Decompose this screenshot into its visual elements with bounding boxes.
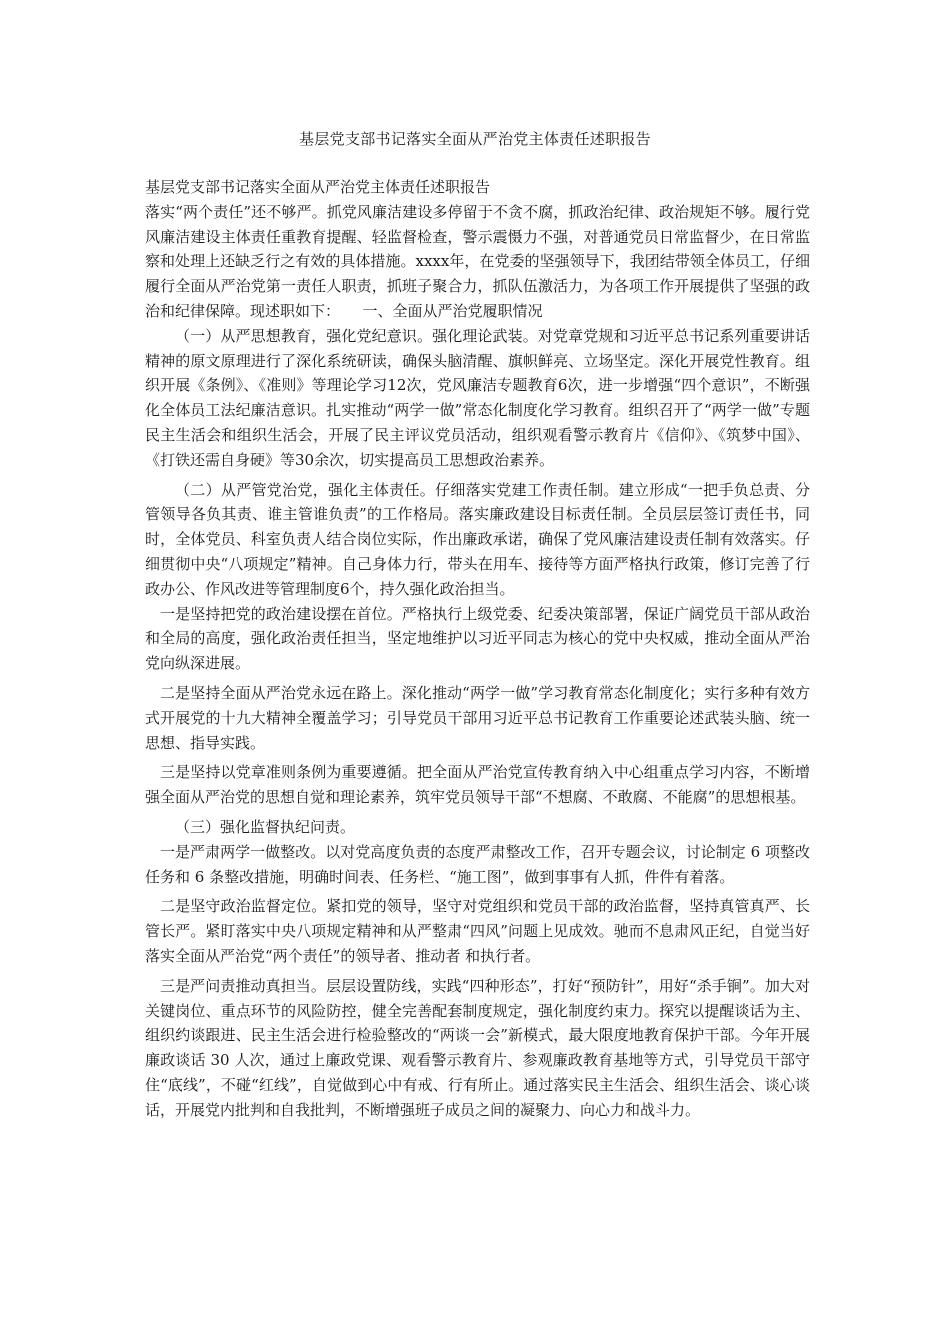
paragraph-supervision-1: 一是严肃两学一做整改。以对党高度负责的态度严肃整改工作，召开专题会议，讨论制定 6 项整改任务和 6 条整改措施，明确时间表、任务栏、“施工图”，做到事事有人抓，件件有着落。 xyxy=(145,842,810,886)
paragraph-point-1: 一是坚持把党的政治建设摆在首位。严格执行上级党委、纪委决策部署，保证广阔党员干部从政治和全局的高度，强化政治责任担当，坚定地维护以习近平同志为核心的党中央权威，推动全面从严治党向纵深进展。 xyxy=(145,604,810,673)
paragraph-supervision-2: 二是坚守政治监督定位。紧扣党的领导，坚守对党组织和党员干部的政治监督，坚持真管真严、长管长严。紧盯落实中央八项规定精神和从严整肃“四风”问题上见成效。驰而不息肃风正纪，自觉当好落实全面从严治党“两个责任”的领导者、推动者 和执行者。 xyxy=(145,897,810,965)
paragraph-point-2: 二是坚持全面从严治党永远在路上。深化推动“两学一做”学习教育常态化制度化；实行多种有效方式开展党的十九大精神全覆盖学习；引导党员干部用习近平总书记教育工作重要论述武装头脑、统一思想、指导实践。 xyxy=(145,683,810,752)
paragraph-intro: 落实“两个责任”还不够严。抓党风廉洁建设多停留于不贪不腐，抓政治纪律、政治规矩不够。履行党风廉洁建设主体责任重教育提醒、轻监督检查，警示震慑力不强，对普通党员日常监督少，在日常监察和处理上还缺乏行之有效的具体措施。xxxx年，在党委的坚强领导下，我团结带领全体员工，仔细履行全面从严治党第一责任人职责，抓班子聚合力，抓队伍激活力，为各项工作开展提供了坚强的政治和纪律保障。现述职如下： 一、全面从严治党履职情况 xyxy=(145,202,810,320)
paragraph-section-1: （一）从严思想教育，强化党纪意识。强化理论武装。对党章党规和习近平总书记系列重要讲话精神的原文原理进行了深化系统研读，确保头脑清醒、旗帜鲜亮、立场坚定。深化开展党性教育。组织开展《条例》、《准则》等理论学习12次，党风廉洁专题教育6次，进一步增强“四个意识”，不断强化全体员工法纪廉洁意识。扎实推动“两学一做”常态化制度化学习教育。组织召开了“两学一做”专题民主生活会和组织生活会，开展了民主评议党员活动，组织观看警示教育片《信仰》、《筑梦中国》、《打铁还需自身硬》等30余次，切实提高员工思想政治素养。 xyxy=(145,326,810,469)
document-subtitle: 基层党支部书记落实全面从严治党主体责任述职报告 xyxy=(145,178,491,196)
paragraph-section-2: （二）从严管党治党，强化主体责任。仔细落实党建工作责任制。建立形成“一把手负总责、分管领导各负其责、谁主管谁负责”的工作格局。落实廉政建设目标责任制。全员层层签订责任书，同时，全体党员、科室负责人结合岗位实际，作出廉政承诺，确保了党风廉洁建设责任制有效落实。仔细贯彻中央“八项规定”精神。自己身体力行，带头在用车、接待等方面严格执行政策，修订完善了行政办公、作风改进等管理制度6个，持久强化政治担当。 xyxy=(145,480,810,598)
paragraph-supervision-3: 三是严问责推动真担当。层层设置防线，实践“四种形态”，打好“预防针”，用好“杀手锏”。加大对关键岗位、重点环节的风险防控，健全完善配套制度规定，强化制度约束力。探究以提醒谈话为主、组织约谈跟进、民主生活会进行检验整改的“两谈一会”新模式，最大限度地教育保护干部。今年开展廉政谈话 30 人次，通过上廉政党课、观看警示教育片、参观廉政教育基地等方式，引导党员干部守住“底线”，不碰“红线”，自觉做到心中有戒、行有所止。通过落实民主生活会、组织生活会、谈心谈话，开展党内批判和自我批判，不断增强班子成员之间的凝聚力、向心力和战斗力。 xyxy=(145,976,810,1119)
paragraph-section-3-heading: （三）强化监督执纪问责。 xyxy=(175,817,356,836)
document-title: 基层党支部书记落实全面从严治党主体责任述职报告 xyxy=(299,130,651,148)
document-body xyxy=(145,175,810,1122)
paragraph-point-3: 三是坚持以党章准则条例为重要遵循。把全面从严治党宣传教育纳入中心组重点学习内容，不断增强全面从严治党的思想自觉和理论素养，筑牢党员领导干部“不想腐、不敢腐、不能腐”的思想根基。 xyxy=(145,763,810,807)
